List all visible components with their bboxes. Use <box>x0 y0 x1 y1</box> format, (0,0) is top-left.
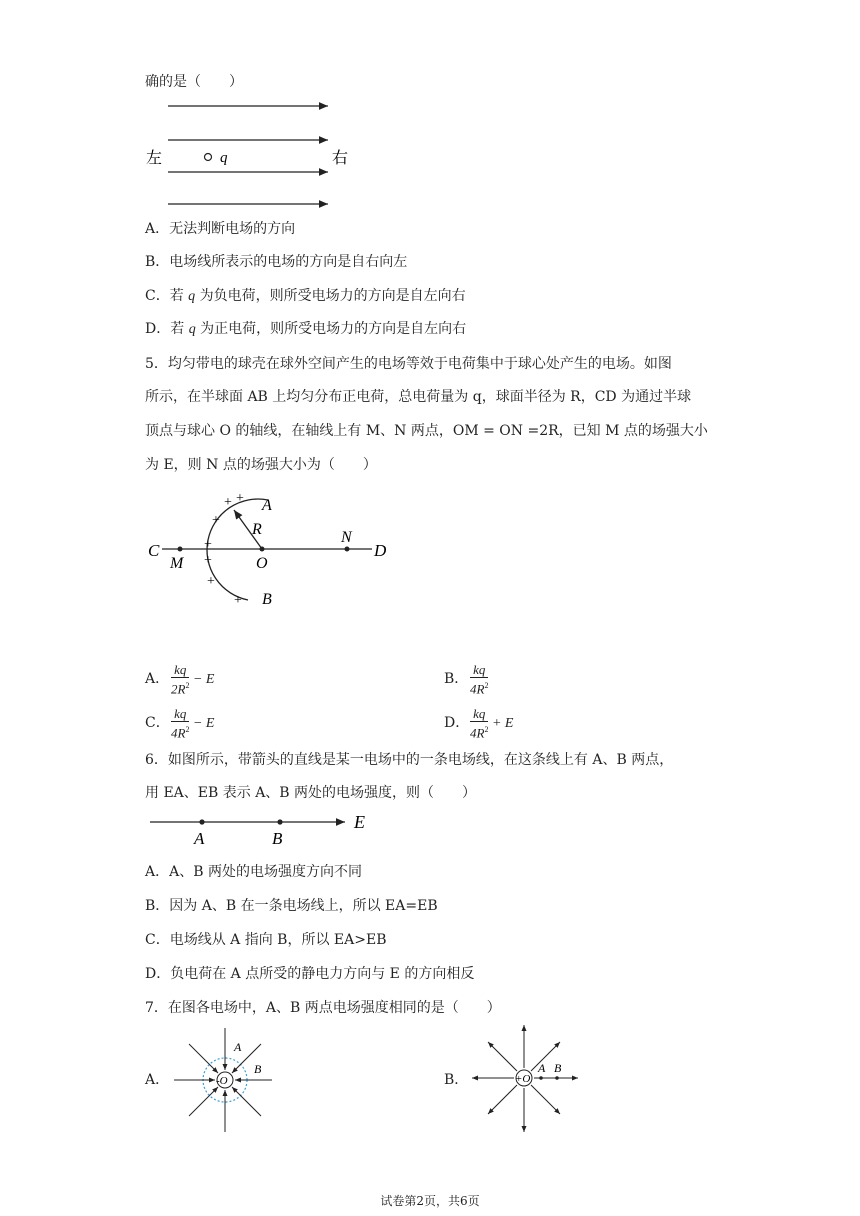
svg-text:M: M <box>170 555 184 572</box>
charge-q-dot <box>205 154 212 161</box>
fig-right-label: 右 <box>332 150 349 167</box>
q7-line1: 7．在图各电场中，A、B 两点电场强度相同的是（ ） <box>145 1000 501 1016</box>
svg-text:+: + <box>207 574 215 589</box>
q7-option-b-label[interactable]: B． <box>444 1072 469 1088</box>
q4-option-d[interactable]: D．若 q 为正电荷，则所受电场力的方向是自左向右 <box>145 321 467 337</box>
svg-text:D: D <box>374 541 387 560</box>
fig-charge-label: q <box>220 150 228 166</box>
q7-figure-b-positive-charge <box>468 1022 588 1136</box>
svg-text:A: A <box>194 829 205 848</box>
q5-option-d[interactable]: D． $\frac{kq}{4R^2}$ + E <box>444 706 514 741</box>
q4-option-a[interactable]: A．无法判断电场的方向 <box>145 221 296 237</box>
svg-text:B: B <box>262 591 272 608</box>
q4-option-c[interactable]: C．若 q 为负电荷，则所受电场力的方向是自左向右 <box>145 288 466 304</box>
fig-left-label: 左 <box>146 150 163 167</box>
q5-line1: 5．均匀带电的球壳在球外空间产生的电场等效于电荷集中于球心处产生的电场。如图 <box>145 356 672 372</box>
q7-option-a-label[interactable]: A． <box>145 1072 170 1088</box>
q6-field-line-figure <box>140 808 380 848</box>
q4-stem-tail: 确的是（ ） <box>145 74 243 90</box>
svg-text:C: C <box>148 541 160 560</box>
svg-text:A: A <box>234 1040 242 1054</box>
svg-text:O: O <box>256 555 268 572</box>
q5-line3: 顶点与球心 O 的轴线，在轴线上有 M、N 两点，OM = ON =2R，已知 M 点的场强大小 <box>145 423 708 439</box>
q5-line4: 为 E，则 N 点的场强大小为（ ） <box>145 457 377 473</box>
svg-text:+: + <box>224 495 232 510</box>
q6-line1: 6．如图所示，带箭头的直线是某一电场中的一条电场线，在这条线上有 A、B 两点， <box>145 752 674 768</box>
q5-option-b[interactable]: B． $\frac{kq}{4R^2}$ <box>444 662 489 697</box>
q6-line2: 用 EA、EB 表示 A、B 两处的电场强度，则（ ） <box>145 785 477 801</box>
svg-text:B: B <box>272 829 283 848</box>
q5-option-a[interactable]: A． $\frac{kq}{2R^2}$ − E <box>145 662 215 697</box>
q4-field-figure <box>140 100 380 210</box>
svg-text:+O: +O <box>515 1073 531 1085</box>
svg-text:+: + <box>236 491 244 506</box>
svg-text:N: N <box>341 529 352 546</box>
svg-text:+: + <box>234 593 242 608</box>
svg-text:B: B <box>254 1062 262 1076</box>
svg-text:B: B <box>554 1061 562 1075</box>
q7-figure-a-negative-charge <box>172 1026 282 1136</box>
svg-text:-O: -O <box>216 1075 228 1087</box>
svg-text:A: A <box>538 1061 546 1075</box>
q5-line2: 所示，在半球面 AB 上均匀分布正电荷，总电荷量为 q，球面半径为 R，CD 为通过半球 <box>145 389 692 405</box>
q5-option-c[interactable]: C． $\frac{kq}{4R^2}$ − E <box>145 706 215 741</box>
svg-text:+: + <box>204 537 212 552</box>
svg-text:+: + <box>212 513 220 528</box>
q6-option-b[interactable]: B．因为 A、B 在一条电场线上，所以 EA=EB <box>145 898 438 914</box>
svg-text:+: + <box>204 553 212 568</box>
q6-option-a[interactable]: A．A、B 两处的电场强度方向不同 <box>145 864 362 880</box>
svg-text:A: A <box>262 497 272 514</box>
q6-option-c[interactable]: C．电场线从 A 指向 B，所以 EA>EB <box>145 932 387 948</box>
q6-option-d[interactable]: D．负电荷在 A 点所受的静电力方向与 E 的方向相反 <box>145 966 475 982</box>
q4-option-b[interactable]: B．电场线所表示的电场的方向是自右向左 <box>145 254 408 270</box>
svg-text:E: E <box>354 812 365 832</box>
svg-text:R: R <box>252 521 262 538</box>
q5-hemisphere-figure <box>140 486 400 616</box>
page-footer: 试卷第2页，共6页 <box>380 1194 480 1208</box>
